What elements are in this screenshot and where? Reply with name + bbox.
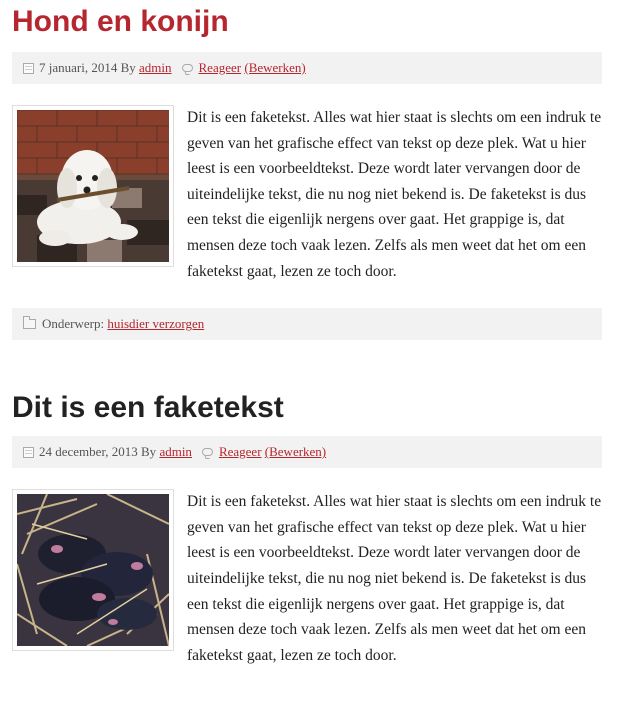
folder-icon [23, 319, 36, 329]
edit-link[interactable]: (Bewerken) [264, 444, 327, 460]
post-hond-en-konijn [12, 4, 602, 340]
dog-photo-icon [17, 110, 169, 262]
comment-icon [182, 64, 193, 72]
author-link[interactable]: admin [159, 444, 192, 460]
post-meta-bar [12, 436, 602, 468]
category-link[interactable]: huisdier verzorgen [107, 316, 205, 332]
post-title[interactable]: Hond en konijn [12, 5, 229, 38]
post-thumbnail[interactable] [12, 105, 174, 267]
comment-icon [202, 448, 213, 456]
author-link[interactable]: admin [139, 60, 172, 75]
reply-link[interactable]: Reageer [198, 60, 242, 75]
rabbits-photo-icon [17, 494, 169, 646]
post-meta-bar [12, 52, 602, 84]
post-category-bar [12, 308, 602, 340]
by-label: By [141, 444, 157, 460]
post-date: 7 januari, 2014 [39, 60, 118, 75]
edit-link[interactable]: (Bewerken) [244, 60, 306, 75]
calendar-icon [23, 63, 34, 74]
post-content [12, 105, 602, 284]
reply-link[interactable]: Reageer [218, 444, 262, 460]
by-label: By [120, 60, 136, 75]
post-content [12, 489, 602, 668]
post-date: 24 december, 2013 [39, 444, 138, 460]
post-title[interactable]: Dit is een faketekst [12, 391, 284, 425]
calendar-icon [23, 447, 34, 458]
post-body: Dit is een faketekst. Alles wat hier staat is slechts om een indruk te geven van het grafische effect van tekst op deze plek. Wat u hier leest is een voorbeeldtekst. Deze wordt later vervangen door de uiteindelijke tekst, die nu nog niet bekend is. De faketekst is dus een tekst die eigenlijk nergens over gaat. Het grappige is, dat mensen deze toch vaak lezen. Zelfs als men weet dat het om een faketekst gaat, lezen ze toch door. [187, 493, 602, 664]
category-label: Onderwerp: [42, 316, 105, 332]
post-body: Dit is een faketekst. Alles wat hier staat is slechts om een indruk te geven van het grafische effect van tekst op deze plek. Wat u hier leest is een voorbeeldtekst. Deze wordt later vervangen door de uiteindelijke tekst, die nu nog niet bekend is. De faketekst is dus een tekst die eigenlijk nergens over gaat. Het grappige is, dat mensen deze toch vaak lezen. Zelfs als men weet dat het om een faketekst gaat, lezen ze toch door. [187, 109, 602, 280]
post-thumbnail[interactable] [12, 489, 174, 651]
post-dit-is-een-faketekst [12, 390, 602, 668]
